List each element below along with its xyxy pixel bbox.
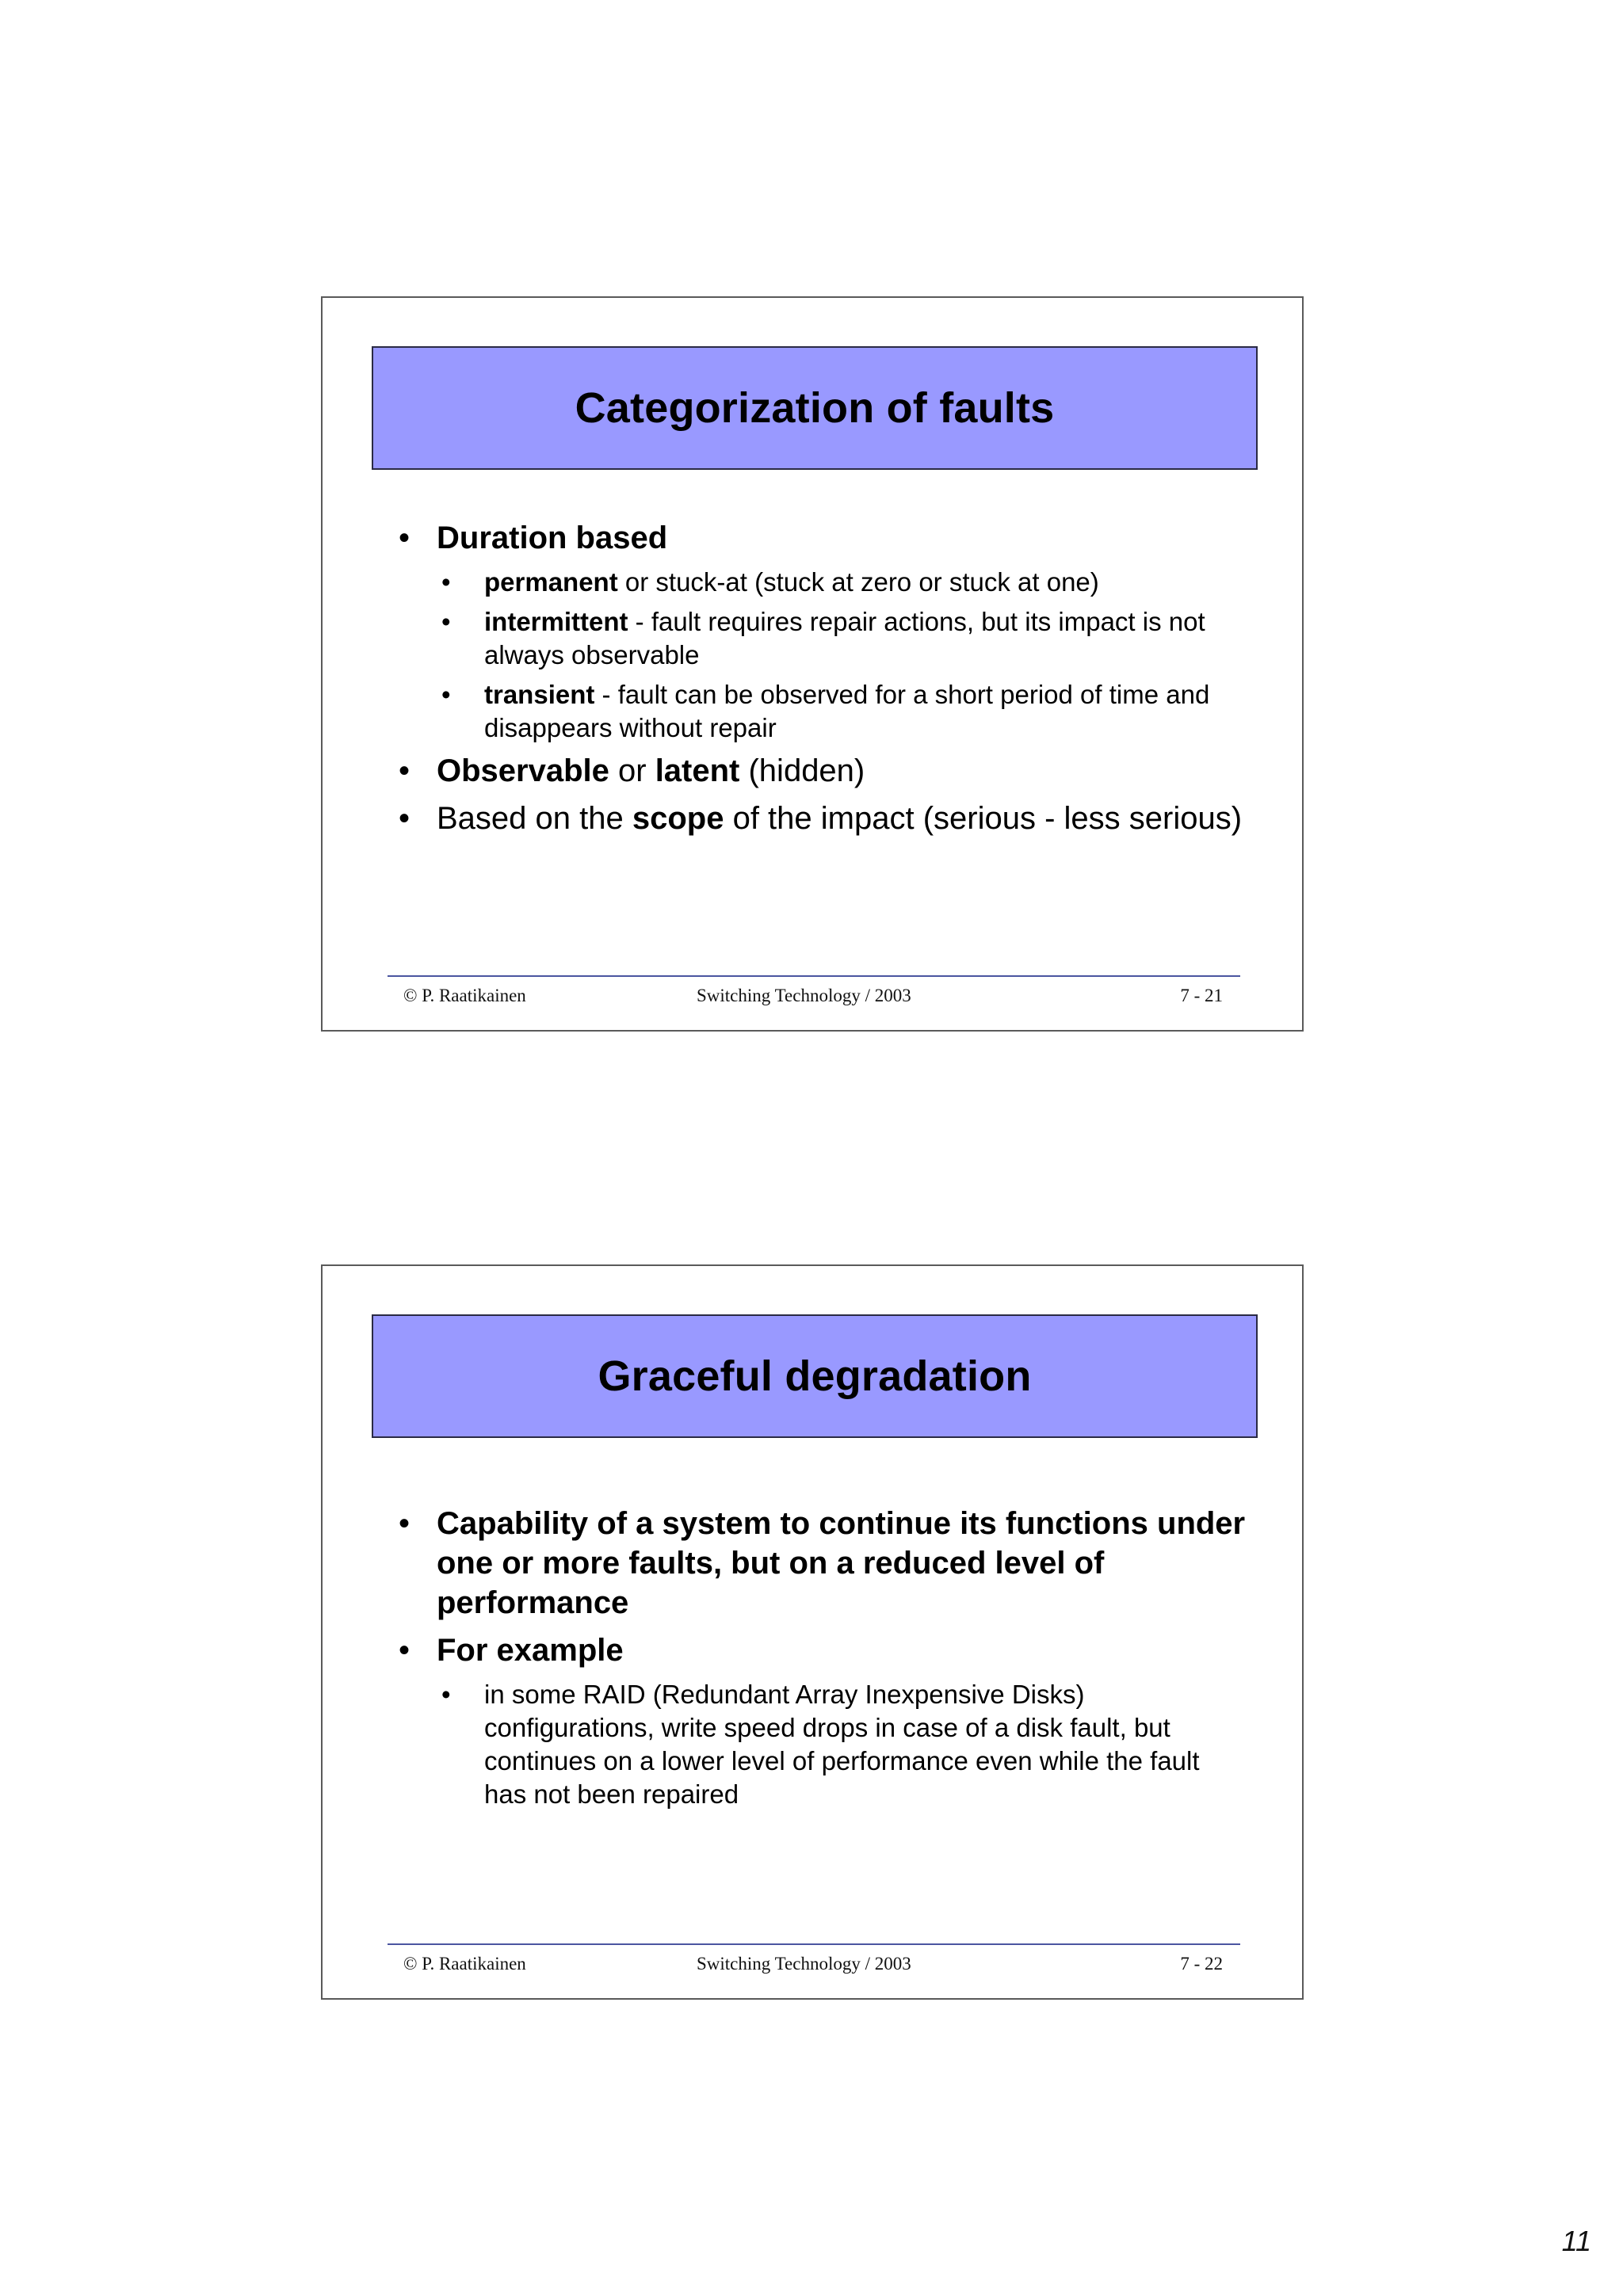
bullet-icon: • <box>441 1680 451 1709</box>
sub-bullet-permanent <box>441 566 1247 599</box>
term-latent: latent <box>655 753 740 788</box>
definition: - fault can be observed for a short period of time and disappears without repair <box>484 680 1210 742</box>
connector: or <box>609 753 655 788</box>
footer-slide-number: 7 - 21 <box>1180 986 1223 1005</box>
bullet-icon: • <box>399 801 411 836</box>
slide-title-box <box>372 346 1258 470</box>
bullet-icon: • <box>399 521 411 555</box>
example-text: in some RAID (Redundant Array Inexpensive Disks) configurations, write speed drops in case of a disk fault, but continues on a lower level of performance even while the fault has not been repaired <box>484 1680 1200 1809</box>
prefix: Based on the <box>437 801 632 836</box>
term-observable: Observable <box>437 753 609 788</box>
bullet-label: Capability of a system to continue its functions under one or more faults, but on a reduced level of performance <box>437 1506 1246 1620</box>
page-number: 11 <box>1561 2225 1591 2257</box>
sub-bullet-intermittent <box>441 605 1247 672</box>
footer-course: Switching Technology / 2003 <box>697 986 911 1005</box>
bullet-label: For example <box>437 1633 624 1668</box>
slide-categorization-of-faults <box>321 296 1304 1032</box>
footer-divider <box>388 1943 1240 1945</box>
slide-content <box>399 518 1247 846</box>
bullet-icon: • <box>441 680 451 709</box>
term: intermittent <box>484 607 628 636</box>
footer-divider <box>388 975 1240 977</box>
slide-graceful-degradation <box>321 1264 1304 2000</box>
bullet-icon: • <box>441 607 451 636</box>
definition: - fault requires repair actions, but its impact is not always observable <box>484 607 1205 669</box>
footer-course: Switching Technology / 2003 <box>697 1954 911 1974</box>
suffix: of the impact (serious - less serious) <box>724 801 1243 836</box>
footer-author: © P. Raatikainen <box>403 1954 526 1974</box>
term-scope: scope <box>632 801 724 836</box>
bullet-icon: • <box>441 567 451 597</box>
footer-author: © P. Raatikainen <box>403 986 526 1005</box>
bullet-scope <box>399 799 1247 838</box>
term: permanent <box>484 567 618 597</box>
definition: or stuck-at (stuck at zero or stuck at one) <box>617 567 1099 597</box>
note: (hidden) <box>739 753 865 788</box>
bullet-icon: • <box>399 1506 411 1541</box>
slide-title-box <box>372 1314 1258 1438</box>
bullet-label: Duration based <box>437 521 668 555</box>
bullet-observable-latent <box>399 751 1247 791</box>
sub-bullet-raid <box>441 1678 1247 1811</box>
slide-title: Graceful degradation <box>598 1352 1032 1400</box>
bullet-capability <box>399 1504 1247 1623</box>
bullet-for-example <box>399 1630 1247 1670</box>
slide-title: Categorization of faults <box>575 384 1055 432</box>
bullet-duration-based <box>399 518 1247 558</box>
bullet-icon: • <box>399 1633 411 1668</box>
term: transient <box>484 680 595 709</box>
slide-content <box>399 1504 1247 1817</box>
bullet-icon: • <box>399 753 411 788</box>
sub-bullet-transient <box>441 678 1247 745</box>
footer-slide-number: 7 - 22 <box>1180 1954 1223 1974</box>
